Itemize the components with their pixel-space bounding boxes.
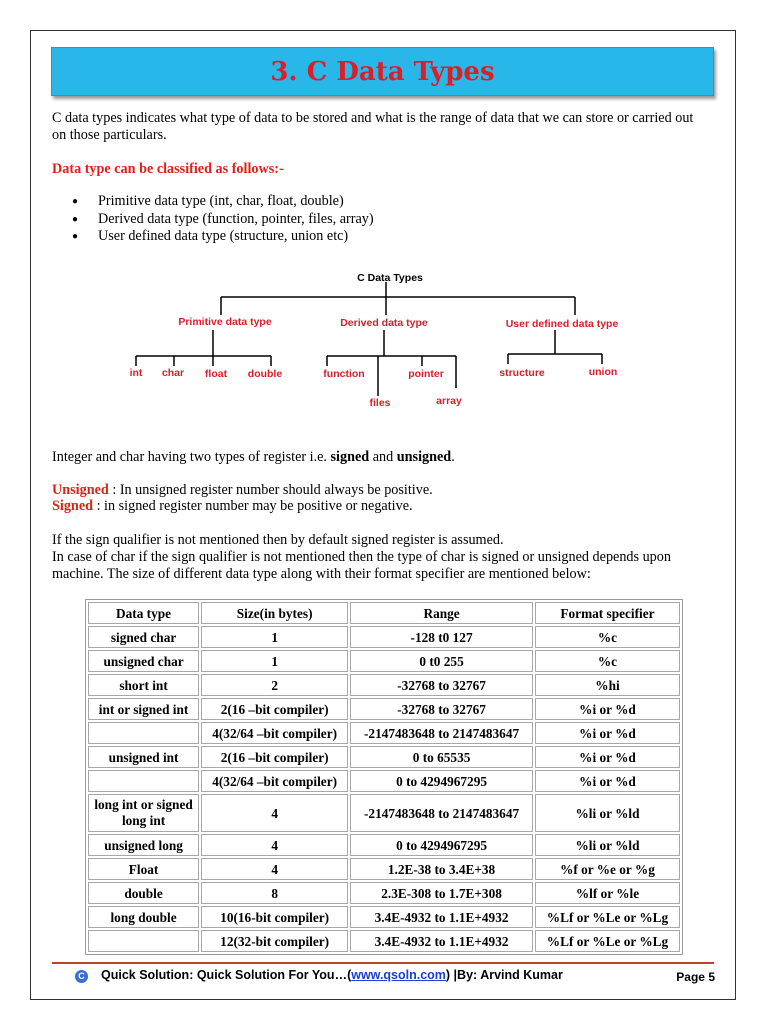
table-cell: 3.4E-4932 to 1.1E+4932	[350, 930, 533, 952]
column-header: Size(in bytes)	[201, 602, 348, 624]
column-header: Format specifier	[535, 602, 680, 624]
intro-paragraph: C data types indicates what type of data to be stored and what is the range of data that we can store or carried out on those particulars.	[52, 110, 694, 143]
table-cell: 0 to 65535	[350, 746, 533, 768]
table-cell: %Lf or %Le or %Lg	[535, 906, 680, 928]
table-cell: unsigned long	[88, 834, 199, 856]
classify-heading: Data type can be classified as follows:-	[52, 161, 284, 177]
column-header: Data type	[88, 602, 199, 624]
table-row	[88, 746, 680, 768]
table-row	[88, 698, 680, 720]
table-cell: int or signed int	[88, 698, 199, 720]
table-cell: unsigned char	[88, 650, 199, 672]
page-number: Page 5	[676, 970, 715, 984]
table-cell: 1.2E-38 to 3.4E+38	[350, 858, 533, 880]
table-cell: 2(16 –bit compiler)	[201, 746, 348, 768]
register-paragraph: Integer and char having two types of register i.e. signed and unsigned.	[52, 449, 455, 465]
table-cell	[88, 722, 199, 744]
footer-text: Quick Solution: Quick Solution For You…(www.qsoln.com) |By: Arvind Kumar	[101, 968, 563, 982]
table-row	[88, 770, 680, 792]
table-cell: 1	[201, 650, 348, 672]
table-cell: 10(16-bit compiler)	[201, 906, 348, 928]
table-cell: %hi	[535, 674, 680, 696]
table-cell: 8	[201, 882, 348, 904]
column-header: Range	[350, 602, 533, 624]
list-item: ● User defined data type (structure, union etc)	[72, 228, 374, 246]
table-cell: long int or signed long int	[88, 794, 199, 832]
diagram-leaf-pointer: pointer	[408, 368, 444, 380]
table-row	[88, 650, 680, 672]
table-cell	[88, 770, 199, 792]
qualifier-paragraph-1: If the sign qualifier is not mentioned then by default signed register is assumed.	[52, 532, 504, 548]
table-cell: -128 t0 127	[350, 626, 533, 648]
table-cell: -2147483648 to 2147483647	[350, 794, 533, 832]
table-cell: -32768 to 32767	[350, 698, 533, 720]
table-row	[88, 722, 680, 744]
copyright-logo-icon: C	[75, 970, 88, 983]
page-footer	[75, 967, 715, 987]
table-cell	[88, 930, 199, 952]
table-row	[88, 858, 680, 880]
table-cell: 4	[201, 794, 348, 832]
table-cell: 0 to 4294967295	[350, 834, 533, 856]
datatype-table	[85, 599, 683, 955]
unsigned-label: Unsigned	[52, 482, 109, 498]
title-banner	[51, 47, 714, 96]
diagram-leaf-char: char	[161, 367, 185, 379]
table-cell: 0 t0 255	[350, 650, 533, 672]
table-cell: signed char	[88, 626, 199, 648]
data-types-tree-diagram	[0, 260, 768, 420]
table-cell: 2(16 –bit compiler)	[201, 698, 348, 720]
table-cell: unsigned int	[88, 746, 199, 768]
diagram-leaf-function: function	[323, 368, 365, 380]
diagram-leaf-array: array	[436, 395, 462, 407]
table-cell: %c	[535, 650, 680, 672]
list-item: ● Primitive data type (int, char, float, double)	[72, 193, 374, 211]
table-cell: -32768 to 32767	[350, 674, 533, 696]
table-cell: %i or %d	[535, 770, 680, 792]
table-row	[88, 626, 680, 648]
unsigned-definition: Unsigned : In unsigned register number should always be positive.	[52, 482, 433, 498]
diagram-leaf-files: files	[369, 397, 391, 409]
table-cell: short int	[88, 674, 199, 696]
table-cell: 4	[201, 834, 348, 856]
table-cell: %c	[535, 626, 680, 648]
signed-definition: Signed : in signed register number may be positive or negative.	[52, 498, 413, 514]
table-cell: %i or %d	[535, 746, 680, 768]
table-cell: 3.4E-4932 to 1.1E+4932	[350, 906, 533, 928]
table-cell: %f or %e or %g	[535, 858, 680, 880]
table-cell: -2147483648 to 2147483647	[350, 722, 533, 744]
signed-label: Signed	[52, 498, 94, 514]
table-cell: %lf or %le	[535, 882, 680, 904]
diagram-branch-user-defined: User defined data type	[505, 318, 619, 330]
table-cell: 4(32/64 –bit compiler)	[201, 722, 348, 744]
diagram-leaf-structure: structure	[499, 367, 545, 379]
table-row	[88, 834, 680, 856]
table-cell: %Lf or %Le or %Lg	[535, 930, 680, 952]
table-cell: 4(32/64 –bit compiler)	[201, 770, 348, 792]
table-row	[88, 930, 680, 952]
table-row	[88, 794, 680, 832]
list-item: ● Derived data type (function, pointer, files, array)	[72, 211, 374, 229]
diagram-leaf-int: int	[129, 367, 143, 379]
datatype-bullet-list	[72, 193, 374, 246]
table-cell: 12(32-bit compiler)	[201, 930, 348, 952]
table-cell: %li or %ld	[535, 794, 680, 832]
table-cell: %i or %d	[535, 722, 680, 744]
table-cell: double	[88, 882, 199, 904]
table-body	[88, 626, 680, 952]
table-cell: Float	[88, 858, 199, 880]
footer-link[interactable]: www.qsoln.com	[351, 968, 446, 982]
signed-keyword: signed	[330, 449, 370, 465]
table-cell: 4	[201, 858, 348, 880]
table-header-row	[88, 602, 680, 624]
diagram-root-label: C Data Types	[357, 272, 423, 284]
unsigned-keyword: unsigned	[396, 449, 452, 465]
table-row	[88, 906, 680, 928]
footer-divider	[52, 962, 714, 964]
diagram-leaf-union: union	[588, 366, 618, 378]
table-row	[88, 882, 680, 904]
table-row	[88, 674, 680, 696]
table-cell: %li or %ld	[535, 834, 680, 856]
diagram-leaf-double: double	[247, 368, 283, 380]
table-cell: 2	[201, 674, 348, 696]
table-cell: 1	[201, 626, 348, 648]
diagram-branch-derived: Derived data type	[340, 317, 428, 329]
diagram-branch-primitive: Primitive data type	[178, 316, 272, 328]
table-cell: 0 to 4294967295	[350, 770, 533, 792]
table-cell: %i or %d	[535, 698, 680, 720]
table-cell: 2.3E-308 to 1.7E+308	[350, 882, 533, 904]
page-title: 3. C Data Types	[270, 56, 495, 87]
qualifier-paragraph-2: In case of char if the sign qualifier is not mentioned then the type of char is signed or unsigned depends upon machine. The size of different data type along with their format specifier are mentioned below:	[52, 549, 671, 582]
diagram-leaf-float: float	[204, 368, 228, 380]
table-cell: long double	[88, 906, 199, 928]
